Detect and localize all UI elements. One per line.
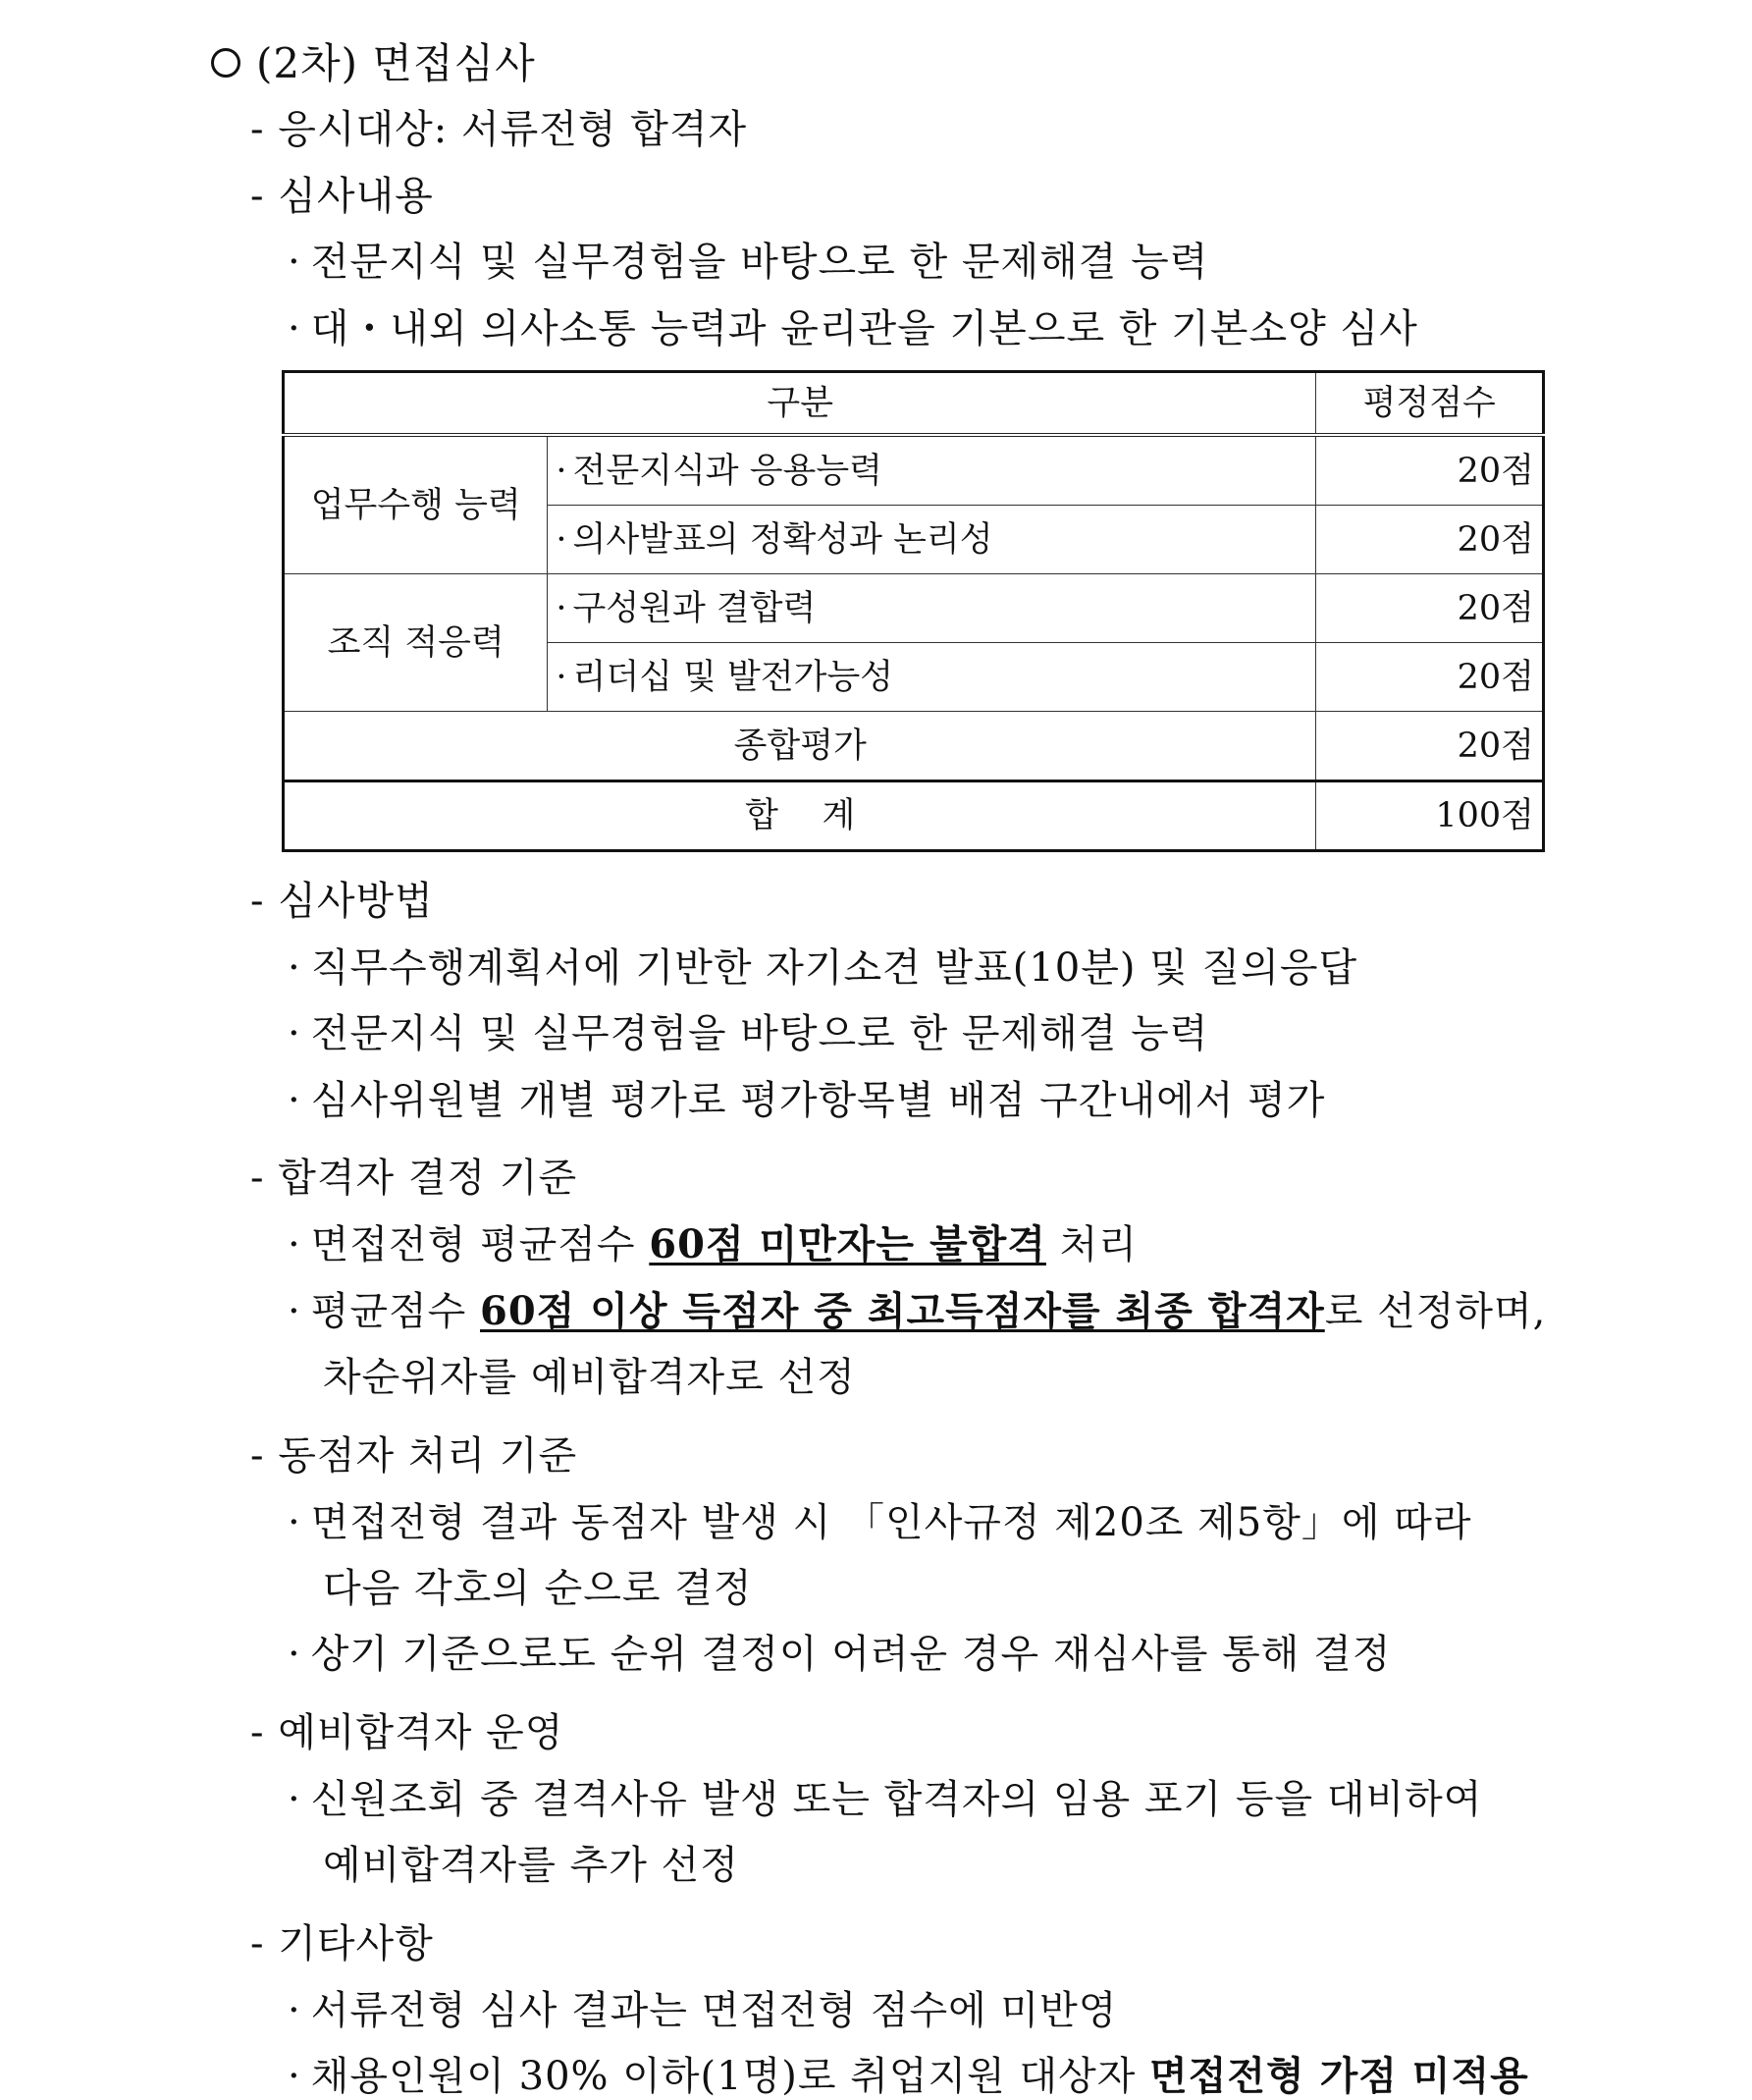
item-score: 20점 [1316, 574, 1544, 643]
item-score: 20점 [1316, 435, 1544, 506]
pass-item-2-cont: 차순위자를 예비합격자로 선정 [323, 1355, 856, 1400]
reserve-item-1: · 신원조회 중 결격사유 발생 또는 합격자의 임용 포기 등을 대비하여 [288, 1777, 1483, 1822]
bullet-dot-icon: · [288, 240, 301, 285]
overall-score: 20점 [1316, 712, 1544, 781]
item-label: · 리더십 및 발전가능성 [548, 643, 1316, 712]
tie-heading: - 동점자 처리 기준 [250, 1433, 578, 1479]
tie-item-1-cont: 다음 각호의 순으로 결정 [323, 1566, 753, 1611]
other-heading: - 기타사항 [250, 1921, 434, 1966]
method-heading: - 심사방법 [250, 879, 434, 924]
total-row [284, 781, 1544, 851]
table-header-row [284, 372, 1544, 436]
group-name: 업무수행 능력 [284, 435, 548, 574]
table-row [284, 574, 1544, 643]
tie-item-1: · 면접전형 결과 동점자 발생 시 「인사규정 제20조 제5항」에 따라 [288, 1500, 1472, 1545]
other-item-1: · 서류전형 심사 결과는 면접전형 점수에 미반영 [288, 1988, 1118, 2033]
bullet-dot-icon: · [556, 657, 567, 697]
group-name: 조직 적응력 [284, 574, 548, 712]
circle-bullet-icon [211, 48, 240, 78]
method-item-3: · 심사위원별 개별 평가로 평가항목별 배점 구간내에서 평가 [288, 1078, 1326, 1123]
content-heading: - 심사내용 [250, 174, 434, 219]
bullet-dot-icon: · [288, 1011, 301, 1056]
bullet-dot-icon: · [556, 519, 567, 560]
item-score: 20점 [1316, 506, 1544, 574]
total-score: 100점 [1316, 781, 1544, 851]
bullet-dot-icon: · [288, 1632, 301, 1677]
bullet-dot-icon: · [288, 306, 301, 351]
bullet-dot-icon: · [288, 1078, 301, 1123]
total-label: 합 계 [284, 781, 1316, 851]
method-item-2: · 전문지식 및 실무경험을 바탕으로 한 문제해결 능력 [288, 1011, 1209, 1056]
overall-label: 종합평가 [284, 712, 1316, 781]
overall-row [284, 712, 1544, 781]
other-item-2: · 채용인원이 30% 이하(1명)로 취업지원 대상자 면접전형 가점 미적용 [288, 2053, 1529, 2099]
bullet-dot-icon: · [288, 2054, 301, 2099]
item-label: · 의사발표의 정확성과 논리성 [548, 506, 1316, 574]
bullet-dot-icon: · [288, 1500, 301, 1545]
reserve-item-1-cont: 예비합격자를 추가 선정 [323, 1843, 739, 1888]
item-label: · 구성원과 결합력 [548, 574, 1316, 643]
score-table [282, 370, 1545, 852]
pass-select-emphasis: 60점 이상 득점자 중 최고득점자를 최종 합격자 [480, 1288, 1325, 1334]
bullet-dot-icon: · [556, 451, 567, 491]
method-item-1: · 직무수행계획서에 기반한 자기소견 발표(10분) 및 질의응답 [288, 945, 1358, 991]
tie-item-2: · 상기 기준으로도 순위 결정이 어려운 경우 재심사를 통해 결정 [288, 1632, 1392, 1677]
bullet-dot-icon: · [288, 945, 301, 991]
pass-heading: - 합격자 결정 기준 [250, 1156, 578, 1201]
bullet-dot-icon: · [556, 588, 567, 628]
table-row [284, 435, 1544, 506]
pass-item-2: · 평균점수 60점 이상 득점자 중 최고득점자를 최종 합격자로 선정하며, [288, 1288, 1547, 1334]
header-score: 평정점수 [1316, 372, 1544, 436]
header-category: 구분 [284, 372, 1316, 436]
bullet-dot-icon: · [288, 1222, 301, 1267]
content-item-1: · 전문지식 및 실무경험을 바탕으로 한 문제해결 능력 [288, 240, 1209, 285]
item-score: 20점 [1316, 643, 1544, 712]
bonus-emphasis: 면접전형 가점 미적용 [1149, 2053, 1529, 2099]
section-title: (2차) 면접심사 [211, 40, 536, 87]
bullet-dot-icon: · [288, 1777, 301, 1822]
pass-item-1: · 면접전형 평균점수 60점 미만자는 불합격 처리 [288, 1221, 1138, 1267]
item-label: · 전문지식과 응용능력 [548, 435, 1316, 506]
content-item-2: · 대・내외 의사소통 능력과 윤리관을 기본으로 한 기본소양 심사 [288, 306, 1418, 351]
pass-fail-emphasis: 60점 미만자는 불합격 [649, 1221, 1046, 1267]
bullet-dot-icon: · [288, 1289, 301, 1334]
bullet-dot-icon: · [288, 1988, 301, 2033]
reserve-heading: - 예비합격자 운영 [250, 1710, 564, 1755]
target-line: - 응시대상: 서류전형 합격자 [250, 107, 748, 152]
